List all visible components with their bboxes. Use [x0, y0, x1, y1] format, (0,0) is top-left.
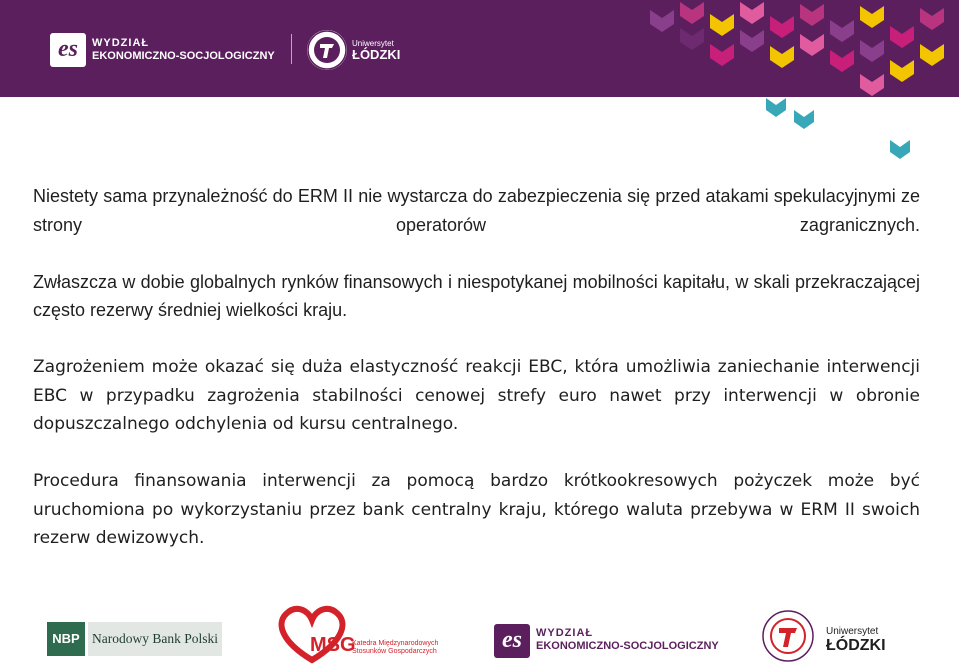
footer-university-line1: Uniwersytet [826, 626, 879, 637]
footer-faculty-line1: WYDZIAŁ [536, 627, 594, 639]
footer-faculty-logo-es: es [494, 624, 530, 658]
faculty-name-line2: EKONOMICZNO-SOCJOLOGICZNY [92, 50, 275, 62]
msg-department-line2: Stosunków Gospodarczych [352, 648, 437, 655]
msg-department-line1: Katedra Międzynarodowych [352, 640, 439, 647]
footer-faculty-name [536, 627, 719, 653]
university-name-line1: Uniwersytet [352, 39, 394, 48]
university-seal-icon [307, 30, 347, 70]
paragraph-2: Zwłaszcza w dobie globalnych rynków finansowych i niespotykanej mobilności kapitału, w skali przekraczającej często rezerwy średniej wielkości kraju. [33, 271, 920, 320]
paragraph-1: Niestety sama przynależność do ERM II nie wystarcza do zabezpieczenia się przed atakami spekulacyjnymi ze strony operatorów zagranicznych. [33, 186, 920, 235]
msg-logo-text: MSG [310, 634, 356, 656]
university-name-line2: ŁÓDZKI [352, 47, 401, 62]
faculty-name-line1: WYDZIAŁ [92, 37, 150, 49]
footer-university-seal-icon [762, 610, 814, 662]
paragraph-3: Zagrożeniem może okazać się duża elastyczność reakcji EBC, która umożliwia zaniechanie interwencji EBC w przypadku zagrożenia stabilności cenowej strefy euro nawet przy interwencji w obronie dopuszczalnego odchylenia od kursu centralnego. [33, 357, 920, 434]
footer-university-name [826, 626, 886, 655]
faculty-logo-es: es [50, 33, 86, 67]
decorative-chevrons-icon [600, 0, 959, 165]
footer-university-line2: ŁÓDZKI [826, 637, 886, 654]
faculty-name [92, 37, 275, 63]
msg-department-name [352, 640, 438, 656]
nbp-logo: NBP [47, 622, 85, 656]
paragraph-4: Procedura finansowania interwencji za pomocą bardzo krótkookresowych pożyczek może być uruchomiona po wykorzystaniu przez bank centralny kraju, którego waluta przebywa w ERM II swoich rezerw dewizowych. [33, 471, 920, 548]
header-divider [291, 34, 292, 64]
footer-faculty-line2: EKONOMICZNO-SOCJOLOGICZNY [536, 640, 719, 652]
header-banner [0, 0, 959, 97]
footer-logos [0, 596, 959, 670]
university-name [352, 38, 400, 60]
slide-content [33, 182, 920, 553]
nbp-name: Narodowy Bank Polski [88, 622, 222, 656]
